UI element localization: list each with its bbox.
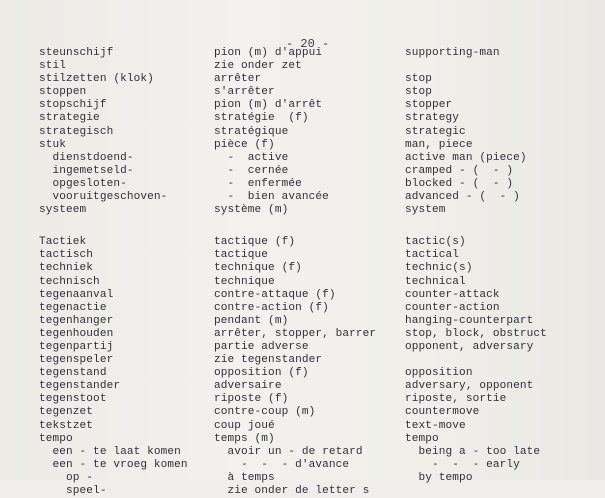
dutch-column <box>39 47 188 498</box>
dutch-entry: opgesloten- <box>39 177 127 190</box>
french-entry: s'arrêter <box>214 86 275 99</box>
dutch-entry: een - te laat komen <box>39 445 181 458</box>
french-entry: - - - d'avance <box>214 458 350 471</box>
english-entry: tactic(s) <box>405 236 466 249</box>
dutch-entry: tegenstoot <box>39 393 107 406</box>
english-entry: being a - too late <box>405 445 541 458</box>
english-entry: stop <box>405 86 433 99</box>
english-column <box>405 47 547 498</box>
dutch-entry: stil <box>39 60 67 73</box>
french-entry: pion (m) d'appui <box>214 47 323 59</box>
french-entry: pion (m) d'arrêt <box>214 99 323 112</box>
english-entry <box>405 217 547 236</box>
french-entry: adversaire <box>214 380 282 393</box>
english-entry: - - - early <box>405 458 520 471</box>
french-entry: pendant (m) <box>214 314 289 327</box>
french-entry: - bien avancée <box>214 191 329 204</box>
dutch-entry: speel- <box>39 485 107 497</box>
french-entry: zie tegenstander <box>214 354 323 367</box>
dutch-entry <box>39 217 188 236</box>
english-entry: active man (piece) <box>405 151 527 164</box>
dutch-entry: strategie <box>39 112 100 125</box>
french-column <box>214 47 376 498</box>
dutch-entry: stoppen <box>39 86 87 99</box>
english-entry: counter-action <box>405 301 500 314</box>
dutch-entry: tempo <box>39 432 73 445</box>
french-entry: technique <box>214 275 275 288</box>
page-number: - 20 - <box>286 37 330 51</box>
dutch-entry: tegenzet <box>39 406 94 419</box>
dutch-entry: tegenaanval <box>39 288 114 301</box>
english-entry: stop, block, obstruct <box>405 327 547 340</box>
english-entry: adversary, opponent <box>405 380 534 393</box>
dutch-entry: een - te vroeg komen <box>39 458 188 471</box>
dutch-entry: steunschijf <box>39 47 114 59</box>
dutch-entry: tegenhouden <box>39 327 114 340</box>
dutch-entry: tegenstander <box>39 380 121 393</box>
french-entry: contre-attaque (f) <box>214 288 336 301</box>
english-entry: strategy <box>405 112 460 125</box>
french-entry: système (m) <box>214 204 289 217</box>
english-entry: blocked - ( - ) <box>405 177 514 190</box>
dutch-entry: dienstdoend- <box>39 151 134 164</box>
english-entry: system <box>405 204 446 217</box>
dutch-entry: systeem <box>39 204 87 217</box>
french-entry: tactique <box>214 249 269 262</box>
english-entry: countermove <box>405 406 480 419</box>
english-entry: strategic <box>405 125 466 138</box>
french-entry: avoir un - de retard <box>214 445 363 458</box>
english-entry: opponent, adversary <box>405 340 534 353</box>
english-entry: technic(s) <box>405 262 473 275</box>
french-entry: technique (f) <box>214 262 302 275</box>
dutch-entry: tegenspeler <box>39 354 114 367</box>
french-entry: partie adverse <box>214 340 309 353</box>
english-entry: text-move <box>405 419 466 432</box>
english-entry: by tempo <box>405 471 473 484</box>
french-entry: - enfermée <box>214 177 302 190</box>
english-entry: tactical <box>405 249 460 262</box>
english-entry: hanging-counterpart <box>405 314 534 327</box>
french-entry: zie onder zet <box>214 60 302 73</box>
dutch-entry: techniek <box>39 262 94 275</box>
dutch-entry: tegenstand <box>39 367 107 380</box>
french-entry: stratégique <box>214 125 289 138</box>
english-entry <box>405 485 547 498</box>
french-entry: stratégie (f) <box>214 112 309 125</box>
english-entry: riposte, sortie <box>405 393 507 406</box>
english-entry <box>405 354 547 367</box>
french-entry: à temps <box>214 471 275 484</box>
french-entry: coup joué <box>214 419 275 432</box>
english-entry: man, piece <box>405 138 473 151</box>
dutch-entry: tegenpartij <box>39 340 114 353</box>
dutch-entry: tegenactie <box>39 301 107 314</box>
dutch-entry: technisch <box>39 275 100 288</box>
french-entry: tactique (f) <box>214 236 296 249</box>
english-entry: stopper <box>405 99 453 112</box>
dutch-entry: strategisch <box>39 125 114 138</box>
french-entry: - cernée <box>214 164 289 177</box>
english-entry: opposition <box>405 367 473 380</box>
dutch-entry: op - <box>39 471 94 484</box>
french-entry: zie onder de letter s <box>214 485 370 497</box>
french-entry: contre-action (f) <box>214 301 329 314</box>
english-entry: supporting-man <box>405 47 500 59</box>
english-entry: counter-attack <box>405 288 500 301</box>
french-entry: temps (m) <box>214 432 275 445</box>
english-entry: advanced - ( - ) <box>405 191 520 204</box>
english-entry: tempo <box>405 432 439 445</box>
english-entry: technical <box>405 275 466 288</box>
dutch-entry: Tactiek <box>39 236 87 249</box>
french-entry: riposte (f) <box>214 393 289 406</box>
french-entry: arrêter, stopper, barrer <box>214 327 377 340</box>
french-entry: arrêter <box>214 73 262 86</box>
dutch-entry: stuk <box>39 138 67 151</box>
french-entry: contre-coup (m) <box>214 406 316 419</box>
dutch-entry: ingemetseld- <box>39 164 134 177</box>
english-entry: cramped - ( - ) <box>405 164 514 177</box>
dutch-entry: stopschijf <box>39 99 107 112</box>
english-entry: stop <box>405 73 433 86</box>
dutch-entry: tactisch <box>39 249 94 262</box>
dutch-entry: tegenhanger <box>39 314 114 327</box>
dutch-entry: stilzetten (klok) <box>39 73 154 86</box>
dutch-entry: vooruitgeschoven- <box>39 191 168 204</box>
dutch-entry: tekstzet <box>39 419 94 432</box>
english-entry <box>405 60 547 73</box>
french-entry: - active <box>214 151 289 164</box>
french-entry: pièce (f) <box>214 138 275 151</box>
french-entry <box>214 217 376 236</box>
french-entry: opposition (f) <box>214 367 309 380</box>
